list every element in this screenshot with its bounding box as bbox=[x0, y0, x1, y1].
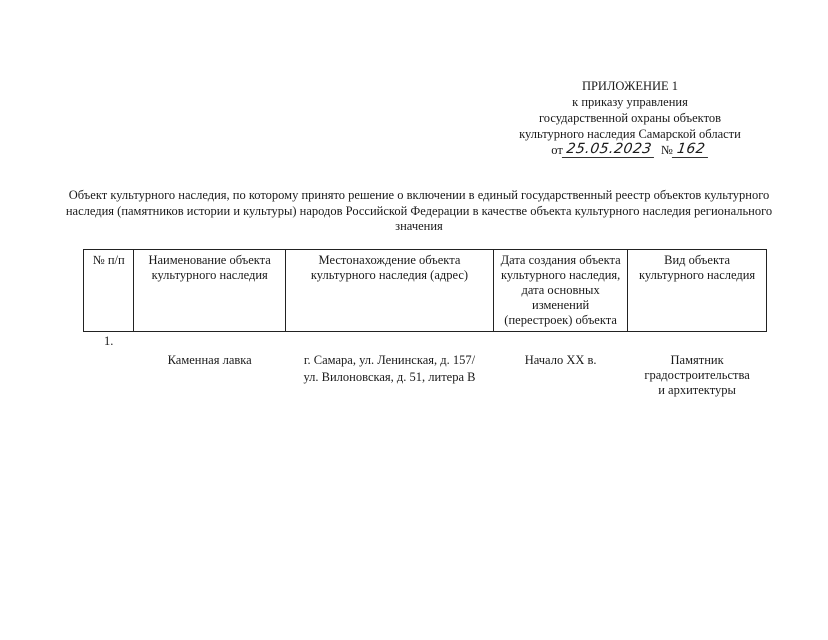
appendix-line: культурного наследия Самарской области bbox=[519, 127, 741, 141]
row-address bbox=[285, 351, 493, 400]
row-number: 1. bbox=[104, 334, 114, 348]
address-line: ул. Вилоновская, д. 51, литера В bbox=[303, 370, 476, 384]
address-line: г. Самара, ул. Ленинская, д. 157/ bbox=[303, 353, 476, 367]
kind-line: и архитектуры bbox=[658, 383, 736, 397]
appendix-line: государственной охраны объектов bbox=[538, 111, 722, 125]
date-prefix: от bbox=[551, 143, 563, 157]
order-number: 162 bbox=[672, 142, 710, 158]
header-date: Дата создания объекта культурного наследия, дата основных изменений (перестроек) объекта bbox=[494, 250, 628, 332]
header-kind: Вид объекта культурного наследия bbox=[628, 250, 767, 332]
document-heading: Объект культурного наследия, по которому принято решение о включении в единый государственный реестр объектов культурного наследия (памятников истории и культуры) народов Российской Федерации в качестве объекта культурного наследия регионального значения bbox=[65, 188, 773, 233]
row-name: Каменная лавка bbox=[167, 353, 252, 367]
kind-line: градостроительства bbox=[644, 368, 750, 382]
table-header-row bbox=[84, 250, 767, 332]
header-address: Местонахождение объекта культурного наследия (адрес) bbox=[285, 250, 493, 332]
number-prefix: № bbox=[660, 143, 673, 157]
appendix-line: к приказу управления bbox=[572, 95, 688, 109]
appendix-block bbox=[480, 78, 780, 158]
header-number: № п/п bbox=[84, 250, 134, 332]
table-row bbox=[84, 351, 767, 400]
kind-line: Памятник bbox=[670, 353, 724, 367]
row-date: Начало XX в. bbox=[524, 353, 597, 367]
row-kind bbox=[628, 351, 767, 400]
order-date: 25.05.2023 bbox=[562, 142, 656, 158]
appendix-title: ПРИЛОЖЕНИЕ 1 bbox=[581, 79, 679, 93]
table-row-number bbox=[84, 332, 767, 352]
appendix-date-line bbox=[480, 142, 780, 158]
heritage-table bbox=[83, 249, 767, 400]
header-name: Наименование объекта культурного наследия bbox=[134, 250, 285, 332]
